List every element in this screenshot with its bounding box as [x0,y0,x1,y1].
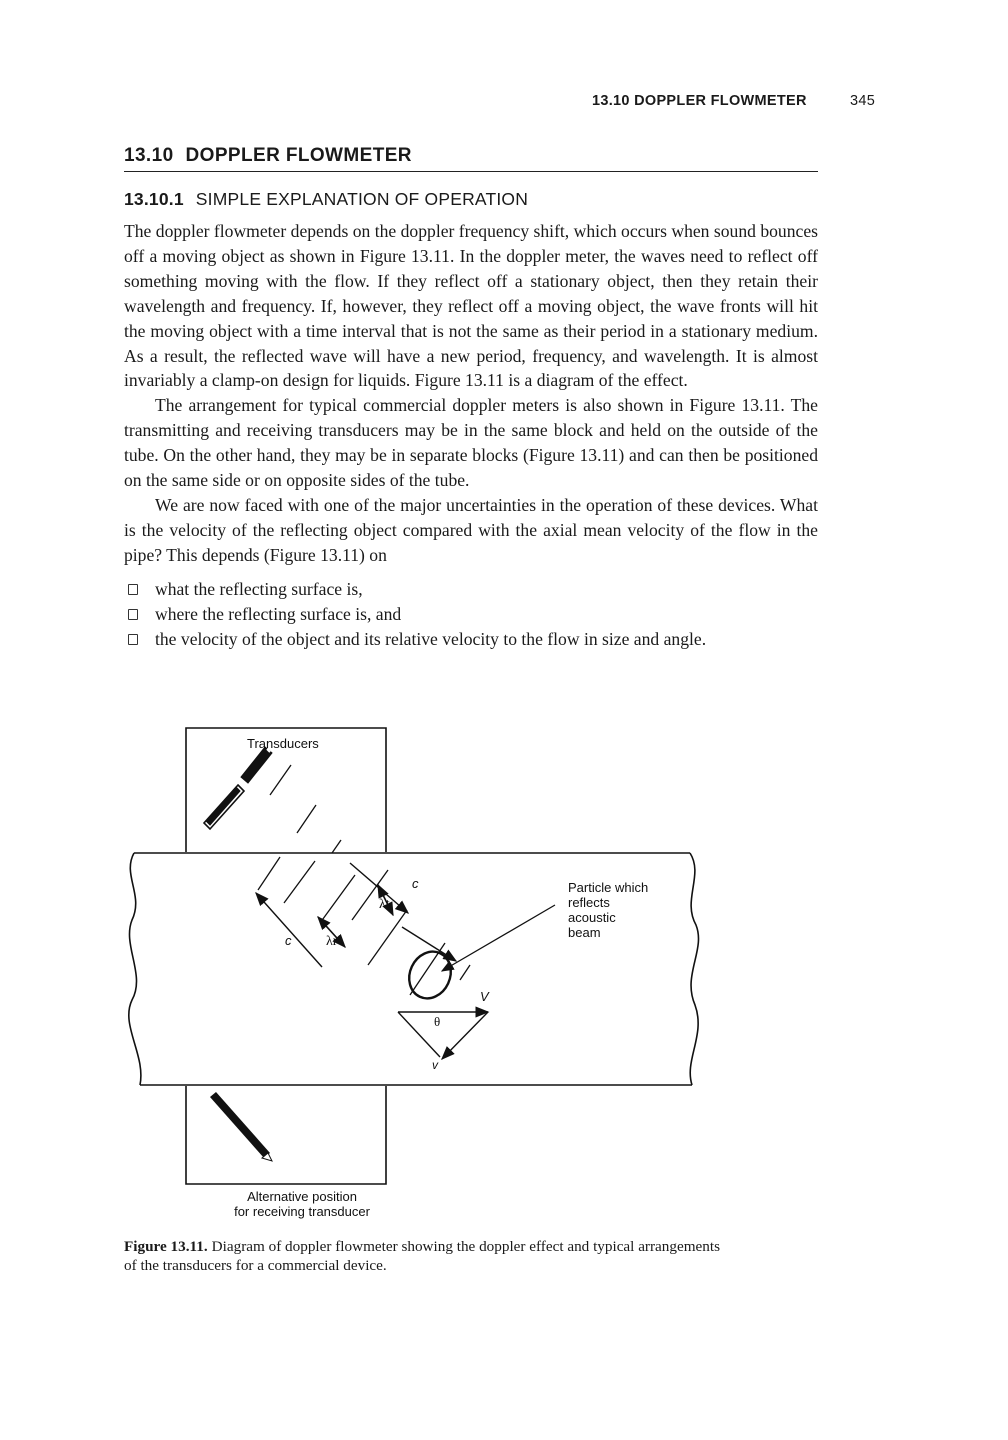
bullet-text: where the reflecting surface is, and [155,603,402,624]
section-number: 13.10 [124,145,174,166]
bullet-list [124,577,818,652]
lambda-t-label: λt [379,897,390,912]
paragraph-2: The arrangement for typical commercial doppler meters is also shown in Figure 13.11. The transmitting and receiving transducers may be in the same block and held on the outside of the tube. On the other hand, they may be in separate blocks (Figure 13.11) and can then be positioned on the same side or on opposite sides of the tube. [124,395,818,491]
v-upper-label: V [480,989,489,1004]
checkbox-bullet-icon [128,584,138,595]
alt-label-line: Alternative position [247,1189,357,1204]
checkbox-bullet-icon [128,634,138,645]
pipe-break-left [129,853,141,1085]
paragraph-3: We are now faced with one of the major uncertainties in the operation of these devices. What is the velocity of the reflecting object compared with the axial mean velocity of the flow in the pipe? This depends (Figure 13.11) on [124,494,818,565]
theta-label: θ [434,1014,441,1029]
particle-label [568,880,648,940]
doppler-flowmeter-figure [110,725,730,1225]
page-number: 345 [850,93,876,109]
list-item [124,602,818,627]
wave-fronts [258,765,470,995]
transmitter-crystal [241,747,272,783]
lambda-r-label: λr [326,934,338,949]
transducer-block-lower [186,1086,386,1184]
particle [402,945,459,1005]
bullet-text: the velocity of the object and its relative velocity to the flow in size and angle. [155,628,707,649]
reflected-velocity-arrow [256,893,322,967]
particle-label-line: Particle which [568,880,649,895]
c-upper-label: c [412,876,419,891]
section-title: DOPPLER FLOWMETER [185,145,412,166]
velocity-triangle [398,1012,488,1059]
caption-label: Figure 13.11. [124,1238,208,1255]
caption-text: Diagram of doppler flowmeter showing the doppler effect and typical arrangements of the transducers for a commercial device. [124,1238,720,1274]
alternative-position-label [202,1189,402,1219]
body-text [124,219,818,651]
particle-label-line: reflects [568,895,610,910]
c-lower-label: c [285,933,292,948]
subsection-title: SIMPLE EXPLANATION OF OPERATION [195,189,529,209]
particle-label-line: beam [568,925,601,940]
pipe-break-right [690,853,699,1085]
running-head [560,93,890,117]
paragraph-1: The doppler flowmeter depends on the doppler frequency shift, which occurs when sound bounces off a moving object as shown in Figure 13.11. In the doppler meter, the waves need to reflect off something moving with the flow. If they reflect off a stationary object, then they retain their wavelength and frequency. If, however, they reflect off a moving object, the wave fronts will hit the moving object with a time interval that is not the same as their period in a stationary medium. As a result, the reflected wave will have a new period, frequency, and wavelength. It is almost invariably a clamp-on design for liquids. Figure 13.11 is a diagram of the effect. [124,221,818,391]
list-item [124,577,818,602]
subsection-heading [124,189,528,210]
particle-label-line: acoustic [568,910,616,925]
section-heading [124,145,818,172]
receiver-crystal [206,787,240,825]
figure-caption [124,1237,724,1275]
running-head-title: 13.10 DOPPLER FLOWMETER [592,93,807,109]
checkbox-bullet-icon [128,609,138,620]
alt-label-line: for receiving transducer [234,1204,370,1219]
transducers-label: Transducers [247,736,319,751]
subsection-number: 13.10.1 [124,189,184,209]
v-lower-label: v [432,1058,438,1072]
bullet-text: what the reflecting surface is, [155,578,363,599]
list-item [124,627,818,652]
particle-leader-line [442,905,555,971]
doppler-diagram [110,725,730,1225]
